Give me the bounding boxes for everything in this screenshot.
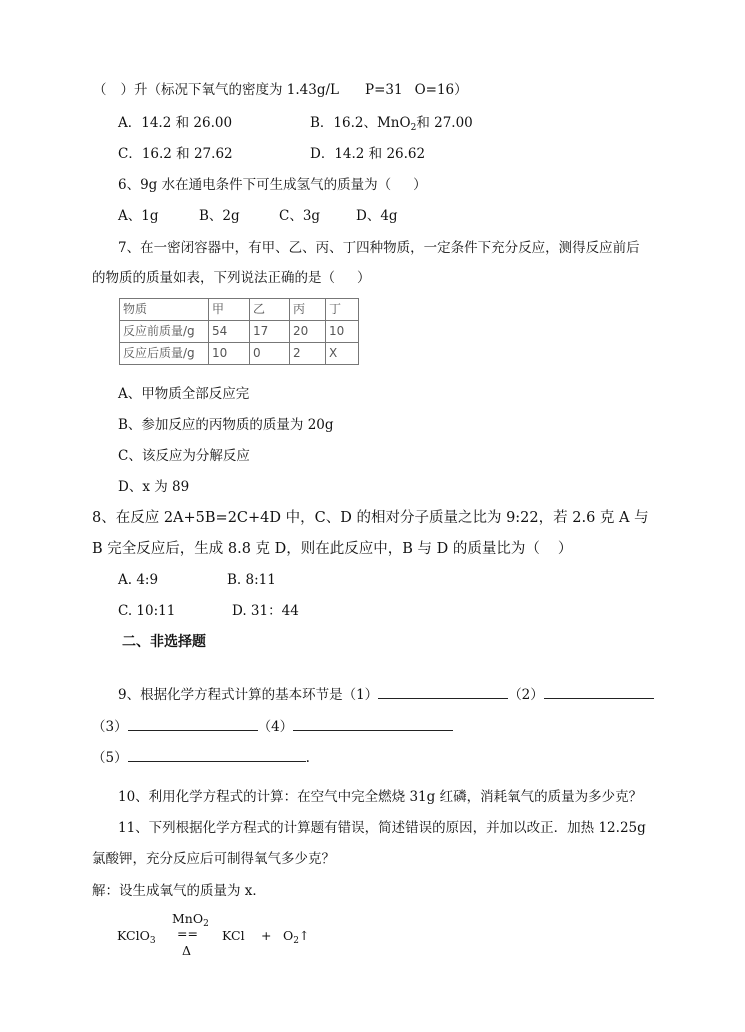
- table-cell: 反应前质量/g: [120, 321, 209, 343]
- q9-line2: [92, 716, 453, 736]
- blank-5-label: （5）: [92, 750, 128, 766]
- q6-stem: 6、9g 水在通电条件下可生成氢气的质量为（ ）: [118, 177, 427, 193]
- q5-stem-line: [93, 81, 468, 99]
- blank-3: [128, 716, 258, 731]
- equation-product-o2: $O_2↑$: [283, 928, 310, 946]
- q11-solution: 解：设生成氧气的质量为 x．: [92, 883, 266, 899]
- q7-option-b: B、参加反应的丙物质的质量为 20g: [118, 417, 334, 433]
- table-cell: 2: [290, 343, 326, 365]
- q5-option-d: D．14.2 和 26.62: [310, 146, 426, 162]
- q8-option-b: B. 8:11: [227, 572, 276, 588]
- table-cell: 54: [209, 321, 250, 343]
- q6-option-c: C、3g: [279, 208, 321, 224]
- equation-reactant: KClO$_3$: [117, 928, 156, 946]
- table-cell: 乙: [250, 299, 290, 321]
- table-cell: 10: [209, 343, 250, 365]
- q6-option-d: D、4g: [356, 208, 398, 224]
- q6-option-b: B、2g: [199, 208, 240, 224]
- table-cell: 丁: [326, 299, 359, 321]
- answer-paren-open: （: [93, 82, 107, 98]
- q8-option-a: A. 4:9: [118, 572, 159, 588]
- q11-stem-line2: 氯酸钾，充分反应后可制得氧气多少克？: [92, 851, 335, 867]
- q5-option-c: C．16.2 和 27.62: [118, 146, 233, 162]
- table-cell: 17: [250, 321, 290, 343]
- q8-stem-line2: B 完全反应后，生成 8.8 克 D，则在此反应中，B 与 D 的质量比为（ ）: [92, 541, 573, 557]
- q9-stem: 9、根据化学方程式计算的基本环节是（1） （2）: [118, 684, 654, 704]
- table-cell: 丙: [290, 299, 326, 321]
- equation-product-kcl: KCl: [222, 928, 245, 943]
- blank-4-label: （4）: [257, 719, 294, 735]
- blank-4: [293, 716, 453, 731]
- blank-1: [378, 684, 508, 699]
- q7-stem-line2: 的物质的质量如表，下列说法正确的是（ ）: [92, 270, 371, 286]
- q5-o-mass: O=16）: [414, 82, 468, 98]
- table-cell: 甲: [209, 299, 250, 321]
- equation-arrow: ==: [177, 926, 198, 941]
- table-row: [120, 343, 359, 365]
- q5-text: 升（标况下氧气的密度为 1.43g/L: [134, 82, 340, 98]
- q6-option-a: A、1g: [118, 208, 159, 224]
- q10-stem: 10、利用化学方程式的计算：在空气中完全燃烧 31g 红磷，消耗氧气的质量为多少克？: [118, 789, 643, 805]
- table-cell: 10: [326, 321, 359, 343]
- table-cell: 物质: [120, 299, 209, 321]
- table-cell: 20: [290, 321, 326, 343]
- blank-5: [128, 747, 306, 762]
- q9-line3: （5） .: [92, 747, 310, 767]
- equation-catalyst: MnO$_2$: [172, 911, 209, 929]
- q7-option-d: D、x 为 89: [118, 479, 190, 495]
- table-cell: 0: [250, 343, 290, 365]
- q7-option-a: A、甲物质全部反应完: [118, 386, 250, 402]
- q5-option-b: B．16.2、MnO$_2$和 27.00: [310, 115, 473, 133]
- table-cell: X: [326, 343, 359, 365]
- q8-option-c: C. 10:11: [118, 603, 176, 619]
- q5-p-mass: P=31: [365, 82, 403, 98]
- section-title: 二、非选择题: [122, 634, 206, 650]
- table-header-row: [120, 299, 359, 321]
- table-row: [120, 321, 359, 343]
- blank-2: [544, 684, 654, 699]
- equation-plus: +: [261, 928, 272, 943]
- blank-2-label: （2）: [508, 687, 544, 703]
- q11-stem-line1: 11、下列根据化学方程式的计算题有错误，简述错误的原因，并加以改正．加热 12.25g: [118, 820, 646, 836]
- q7-mass-table: [119, 298, 359, 365]
- answer-paren-close: ）: [120, 82, 134, 98]
- blank-3-label: （3）: [92, 719, 128, 735]
- table-cell: 反应后质量/g: [120, 343, 209, 365]
- equation-condition: Δ: [182, 943, 192, 958]
- q7-stem-line1: 7、在一密闭容器中，有甲、乙、丙、丁四种物质，一定条件下充分反应，测得反应前后: [118, 240, 640, 256]
- q5-option-a: A．14.2 和 26.00: [118, 115, 233, 131]
- q8-option-d: D. 31：44: [232, 603, 299, 619]
- q8-stem-line1: 8、在反应 2A+5B=2C+4D 中，C、D 的相对分子质量之比为 9:22，若 2.6 克 A 与: [92, 510, 649, 526]
- q7-option-c: C、该反应为分解反应: [118, 448, 250, 464]
